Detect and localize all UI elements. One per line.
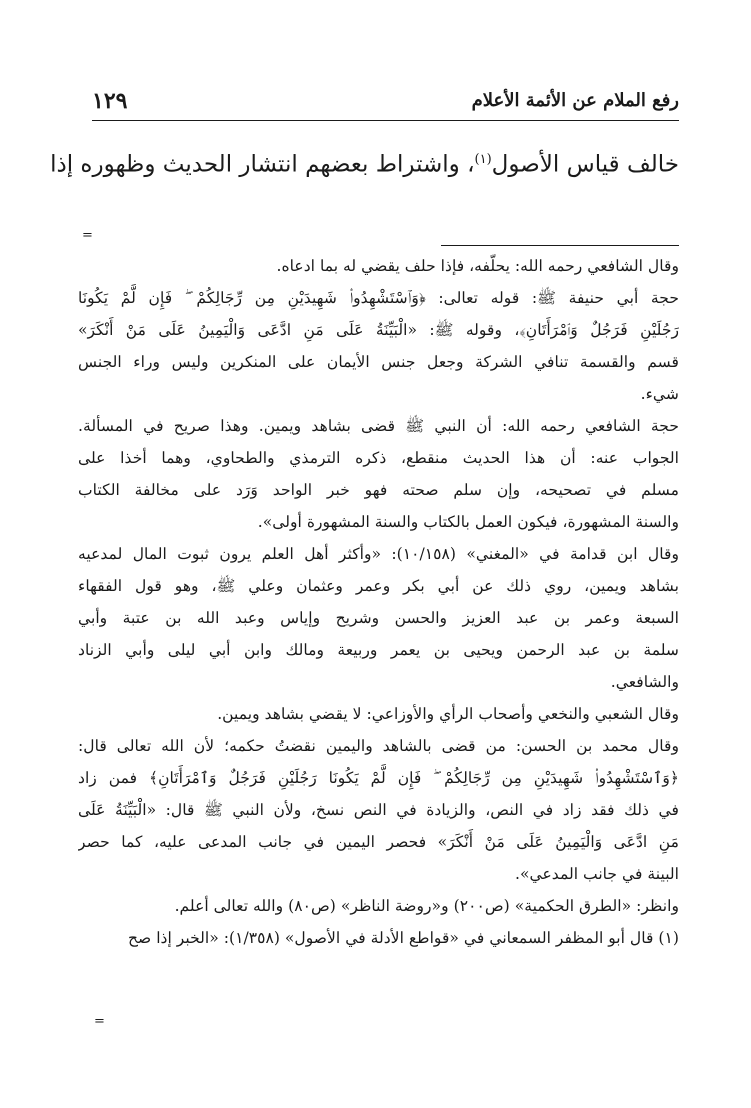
footnote-line: حجة أبي حنيفة ﷺ: قوله تعالى: ﴿وَٱسْتَشْهِدُوا۟ شَهِيدَيْنِ مِن رِّجَالِكُمْ ۖ فَإِن لَّمْ يَكُونَا (78, 289, 679, 307)
footnote-line: والشافعي. (610, 673, 679, 691)
main-text-start: خالف قياس الأصول (491, 151, 679, 178)
footnote-line: سلمة بن عبد الرحمن ويحيى بن يعمر وربيعة ومالك وابن أبي ليلى وأبي الزناد (78, 641, 679, 659)
footnote-line: والسنة المشهورة، فيكون العمل بالكتاب والسنة المشهورة أولى». (257, 513, 679, 531)
footnotes-block (78, 250, 679, 954)
running-title: رفع الملام عن الأئمة الأعلام (471, 90, 679, 111)
continuation-mark-top: = (82, 228, 93, 243)
page-number: ١٢٩ (92, 88, 128, 114)
footnote-separator (441, 245, 679, 246)
footnote-line: الجواب عنه: أن هذا الحديث منقطع، ذكره الترمذي والطحاوي، وهما أخذا على (78, 449, 679, 467)
footnote-line: السبعة وعمر بن عبد العزيز والحسن وشريح وإياس وعبد الله بن عتبة وأبي (78, 609, 679, 627)
footnote-line: حجة الشافعي رحمه الله: أن النبي ﷺ قضى بشاهد ويمين. وهذا صريح في المسألة. (78, 417, 679, 435)
footnote-line: في ذلك فقد زاد في النص، والزيادة في النص نسخ، ولأن النبي ﷺ قال: «الْبَيِّنَةُ عَلَى (78, 801, 679, 819)
footnote-line: وقال الشعبي والنخعي وأصحاب الرأي والأوزاعي: لا يقضي بشاهد ويمين. (217, 705, 679, 723)
footnote-line: بشاهد ويمين، روي ذلك عن أبي بكر وعمر وعثمان وعلي ﷺ، وهو قول الفقهاء (78, 577, 679, 595)
footnote-line: مَنِ ادَّعَى وَالْيَمِينُ عَلَى مَنْ أَنْكَرَ» فحصر اليمين في جانب المدعى عليه، كما حصر (78, 833, 679, 851)
footnote-line: مسلم في تصحيحه، وإن سلم صحته فهو خبر الواحد وَرَد على مخالفة الكتاب (78, 481, 679, 499)
footnote-line: رَجُلَيْنِ فَرَجُلٌ وَٱمْرَأَتَانِ﴾، وقوله ﷺ: «الْبَيِّنَةُ عَلَى مَنِ ادَّعَى وَالْيَمِينُ عَلَى مَنْ أَنْكَرَ» (78, 321, 679, 339)
main-text-end: ، واشتراط بعضهم انتشار الحديث وظهوره إذا (50, 151, 475, 178)
footnote-line: وانظر: «الطرق الحكمية» (ص٢٠٠) و«روضة الناظر» (ص٨٠) والله تعالى أعلم. (174, 897, 679, 915)
footnote-line: شيء. (640, 385, 679, 403)
continuation-mark-bottom: = (94, 1014, 105, 1029)
footnote-reference[interactable]: (١) (474, 152, 492, 167)
page-header (92, 86, 679, 121)
footnote-line: قسم والقسمة تنافي الشركة وجعل جنس الأيمان على المنكرين وليس وراء الجنس (78, 353, 679, 371)
footnote-line: ﴿وَٱسْتَشْهِدُوا۟ شَهِيدَيْنِ مِن رِّجَالِكُمْ ۖ فَإِن لَّمْ يَكُونَا رَجُلَيْنِ فَرَجُلٌ وَٱمْرَأَتَانِ﴾ فمن زاد (78, 769, 679, 787)
footnote-line: وقال الشافعي رحمه الله: يحلّفه، فإذا حلف يقضي له بما ادعاه. (276, 257, 679, 275)
main-text-line (50, 140, 679, 185)
footnote-line: وقال ابن قدامة في «المغني» (١٠/١٥٨): «وأكثر أهل العلم يرون ثبوت المال لمدعيه (78, 545, 679, 563)
footnote-line: (١) قال أبو المظفر السمعاني في «قواطع الأدلة في الأصول» (١/٣٥٨): «الخبر إذا صح (127, 929, 679, 947)
footnote-line: وقال محمد بن الحسن: من قضى بالشاهد واليمين نقضتُ حكمه؛ لأن الله تعالى قال: (78, 737, 679, 755)
footnote-line: البينة في جانب المدعي». (514, 865, 679, 883)
